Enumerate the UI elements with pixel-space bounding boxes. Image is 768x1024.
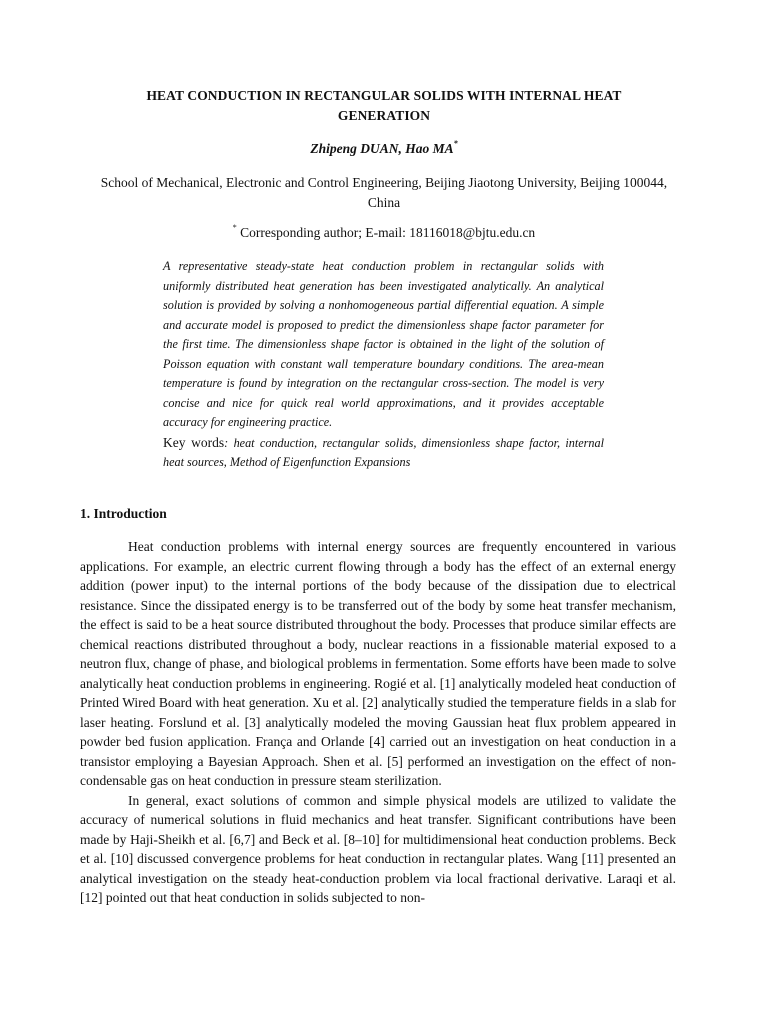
affiliation: School of Mechanical, Electronic and Control Engineering, Beijing Jiaotong University, Beijing 100044, China: [100, 175, 668, 210]
keywords-text: : heat conduction, rectangular solids, dimensionless shape factor, internal heat sources, Method of Eigenfunction Expansions: [163, 435, 604, 469]
corresponding-mark: *: [232, 223, 237, 232]
author-footnote-mark: *: [453, 139, 458, 148]
corresponding-author-line: [0, 225, 768, 241]
abstract-text: A representative steady-state heat conduction problem in rectangular solids with uniformly distributed heat generation has been investigated analytically. An analytical solution is provided by solving a nonhomogeneous partial differential equation. A simple and accurate model is proposed to predict the dimensionless shape factor parameter for the first time. The dimensionless shape factor is obtained in the light of the solution of Poisson equation with constant wall temperature boundary conditions. The area-mean temperature is found by integration on the rectangular cross-section. The model is very concise and nice for quick real world approximations, and it provides acceptable accuracy for engineering practice.: [163, 259, 604, 429]
author-line: [0, 141, 768, 157]
author-names: Zhipeng DUAN, Hao MA: [310, 141, 454, 156]
paper-title: HEAT CONDUCTION IN RECTANGULAR SOLIDS WITH INTERNAL HEAT GENERATION: [146, 88, 622, 123]
paragraph: In general, exact solutions of common and simple physical models are utilized to validate the accuracy of numerical solutions in fluid mechanics and heat transfer. Significant contributions have been made by Haji-Sheikh et al. [6,7] and Beck et al. [8–10] for multidimensional heat conduction problems. Beck et al. [10] discussed convergence problems for heat conduction in rectangular plates. Wang [11] presented an analytical investigation on the steady heat-conduction problem via local fractional derivative. Laraqi et al. [12] pointed out that heat conduction in solids subjected to non-: [80, 792, 676, 905]
introduction-body: [80, 537, 676, 908]
abstract-block: [163, 257, 604, 473]
keywords-line: [163, 433, 604, 473]
paragraph: Heat conduction problems with internal energy sources are frequently encountered in various applications. For example, an electric current flowing through a body has the effect of an external energy addition (power input) to the internal portions of the body because of the dissipation due to electrical resistance. Since the dissipated energy is to be transferred out of the body by some heat transfer mechanism, the effect is said to be a heat source distributed throughout the body. Processes that produce similar effects are chemical reactions distributed throughout a body, nuclear reactions in a fissionable material exposed to a neutron flux, change of phase, and biological problems in fermentation. Some efforts have been made to solve analytically heat conduction problems in engineering. Rogié et al. [1] analytically modeled heat conduction of Printed Wired Board with heat generation. Xu et al. [2] analytically studied the temperature fields in a slab for laser heating. Forslund et al. [3] analytically modeled the moving Gaussian heat flux problem appeared in powder bed fusion application. França and Orlande [4] carried out an investigation on heat conduction in a transistor employing a Bayesian Approach. Shen et al. [5] performed an investigation on the effect of non-condensable gas on heat conduction in pressure steam sterilization.: [80, 539, 676, 788]
keywords-label: Key words: [163, 434, 225, 450]
section-heading-introduction: 1. Introduction: [80, 506, 167, 521]
corresponding-author: Corresponding author; E-mail: 18116018@bjtu.edu.cn: [240, 225, 536, 240]
